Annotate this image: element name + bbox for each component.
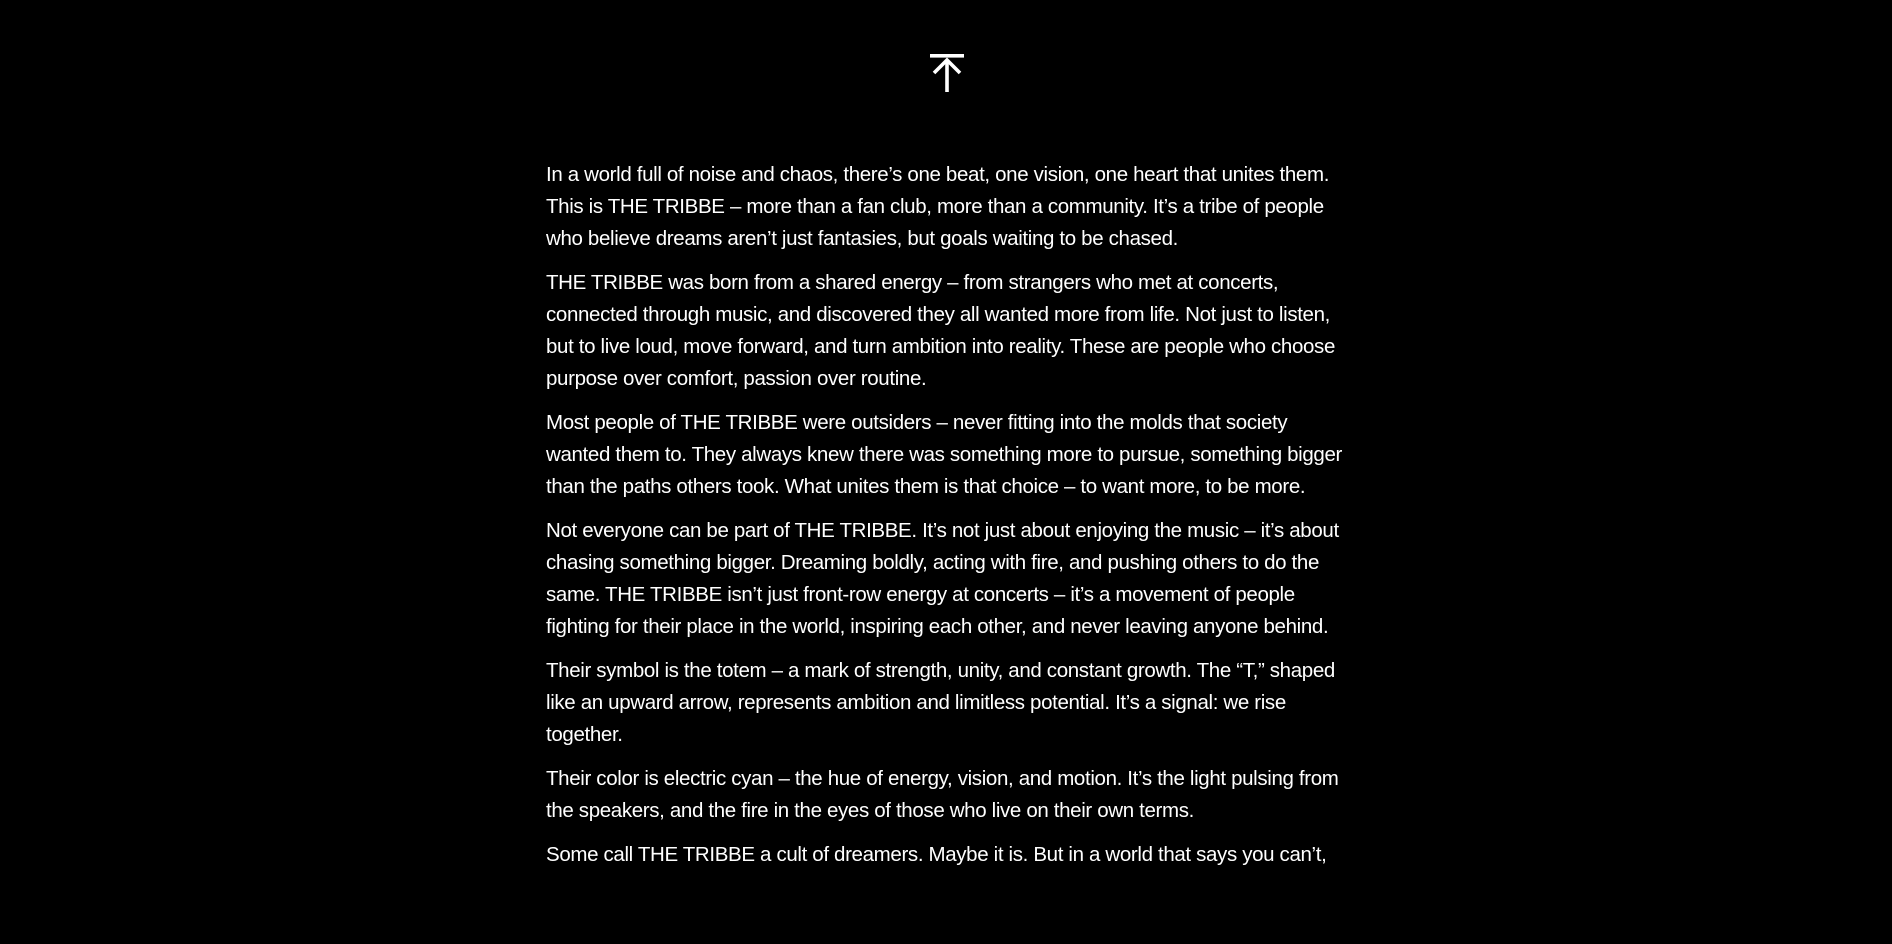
manifesto-paragraph-6: Their color is electric cyan – the hue of energy, vision, and motion. It’s the light pulsing from the speakers, and the fire in the eyes of those who live on their own terms. xyxy=(546,767,1339,822)
manifesto-paragraph-4: Not everyone can be part of THE TRIBBE. It’s not just about enjoying the music – it’s about chasing something bigger. Dreaming boldly, acting with fire, and pushing others to do the same. THE TRIBBE isn’t just front-row energy at concerts – it’s a movement of people fighting for their place in the world, inspiring each other, and never leaving anyone behind. xyxy=(546,519,1339,638)
manifesto-article xyxy=(546,159,1346,883)
manifesto-paragraph-5: Their symbol is the totem – a mark of strength, unity, and constant growth. The “T,” shaped like an upward arrow, represents ambition and limitless potential. It’s a signal: we rise together. xyxy=(546,659,1335,746)
manifesto-paragraph-7: Some call THE TRIBBE a cult of dreamers. Maybe it is. But in a world that says you can’t, xyxy=(546,843,1327,866)
totem-arrow-icon[interactable] xyxy=(930,54,964,92)
manifesto-paragraph-1: In a world full of noise and chaos, there’s one beat, one vision, one heart that unites them. This is THE TRIBBE – more than a fan club, more than a community. It’s a tribe of people who believe dreams aren’t just fantasies, but goals waiting to be chased. xyxy=(546,163,1330,250)
manifesto-paragraph-3: Most people of THE TRIBBE were outsiders – never fitting into the molds that society wanted them to. They always knew there was something more to pursue, something bigger than the paths others took. What unites them is that choice – to want more, to be more. xyxy=(546,411,1342,498)
totem-arrow-glyph xyxy=(930,54,964,92)
manifesto-paragraph-2: THE TRIBBE was born from a shared energy – from strangers who met at concerts, connected through music, and discovered they all wanted more from life. Not just to listen, but to live loud, move forward, and turn ambition into reality. These are people who choose purpose over comfort, passion over routine. xyxy=(546,271,1336,390)
